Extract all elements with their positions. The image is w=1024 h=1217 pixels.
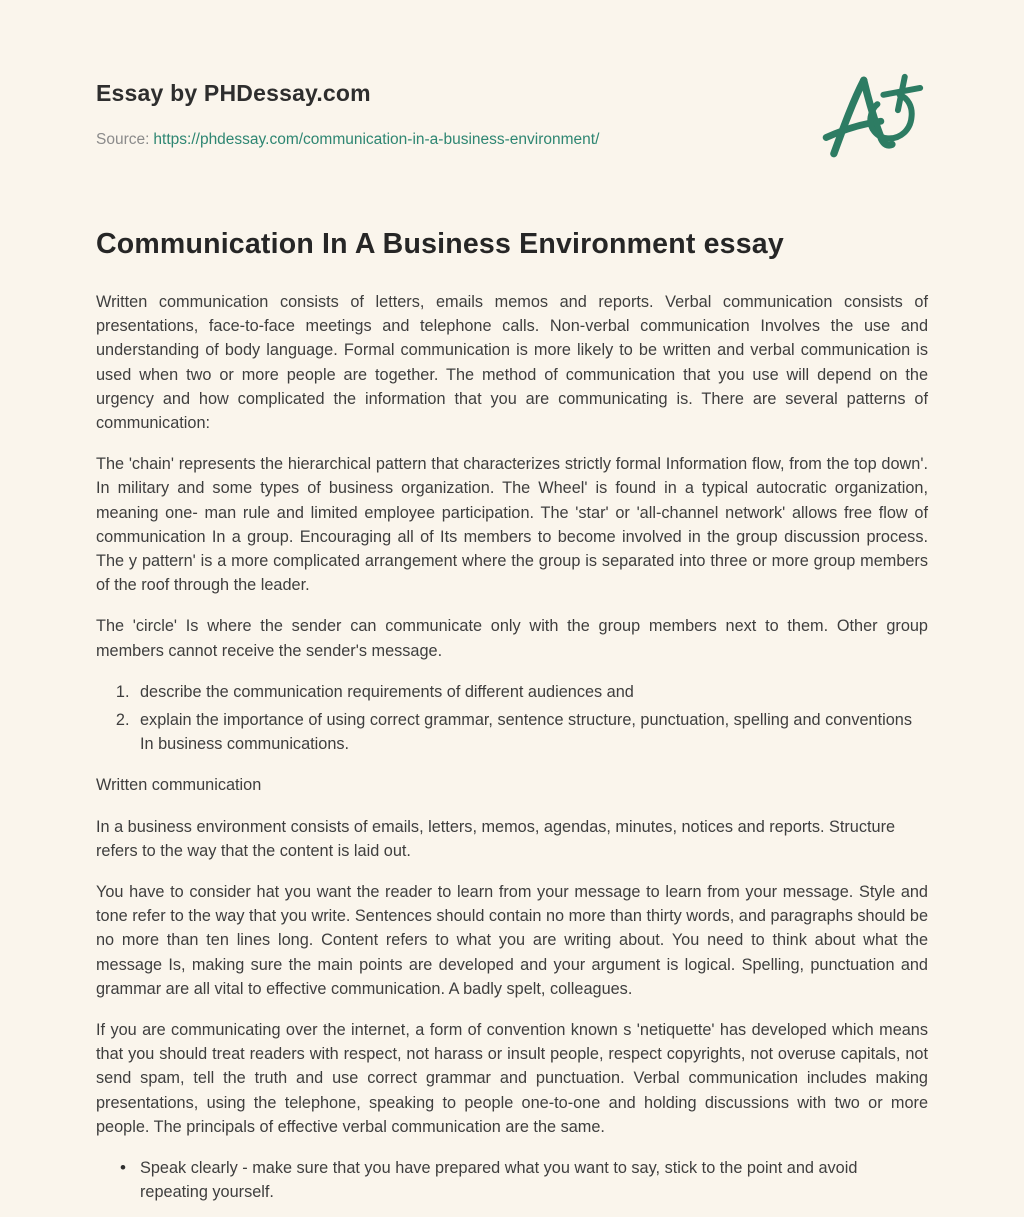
page-title: Communication In A Business Environment essay xyxy=(96,228,784,260)
paragraph-circle: The 'circle' Is where the sender can communicate only with the group members next to them. Other group members cannot receive the sender's message. xyxy=(96,617,928,660)
bullet-list xyxy=(96,1156,928,1204)
numbered-list xyxy=(96,680,928,757)
numbered-item: 2. explain the importance of using correct grammar, sentence structure, punctuation, spelling and conventions In business communications. xyxy=(134,708,928,756)
page-header xyxy=(96,76,928,164)
essay-body xyxy=(96,290,928,1205)
paragraph-chain-patterns: The 'chain' represents the hierarchical pattern that characterizes strictly formal Information flow, from the top down'. In military and some types of business organization. The Wheel' is found in a typical autocratic organization, meaning one- man rule and limited employee participation. The 'star' or 'all-channel network' allows free flow of communication In a group. Encouraging all of Its members to become involved in the group discussion process. The y pattern' is a more complicated arrangement where the group is separated into three or more group members of the roof through the leader. xyxy=(96,455,928,595)
paragraph-internet: If you are communicating over the internet, a form of convention known s 'netiquette' has developed which means that you should treat readers with respect, not harass or insult people, respect copyrights, not overuse capitals, not send spam, tell the truth and use correct grammar and punctuation. Verbal communication includes making presentations, using the telephone, speaking to people one-to-one and holding discussions with two or more people. The principals of effective verbal communication are the same. xyxy=(96,1021,928,1136)
paragraph-written: In a business environment consists of emails, letters, memos, agendas, minutes, notices and reports. Structure refers to the way that the content is laid out. xyxy=(96,817,896,860)
subheading-written-communication: Written communication xyxy=(96,776,262,795)
byline: Essay by PHDessay.com xyxy=(96,80,371,106)
paragraph-consider: You have to consider hat you want the reader to learn from your message to learn from your message. Style and tone refer to the way that you write. Sentences should contain no more than thirty words, and paragraphs should be no more than ten lines long. Content refers to what you are writing about. You need to think about what the message Is, making sure the main points are developed and your argument is logical. Spelling, punctuation and grammar are all vital to effective communication. A badly spelt, colleagues. xyxy=(96,883,928,998)
a-plus-logo-icon xyxy=(820,70,928,164)
header-text-block xyxy=(96,76,599,149)
bullet-item: • Speak clearly - make sure that you have prepared what you want to say, stick to the point and avoid repeating yourself. xyxy=(134,1156,928,1204)
source-link[interactable]: https://phdessay.com/communication-in-a-business-environment/ xyxy=(153,131,600,148)
source-line xyxy=(96,131,599,149)
numbered-item: 1. describe the communication requirements of different audiences and xyxy=(134,680,928,704)
paragraph-intro: Written communication consists of letters, emails memos and reports. Verbal communication consists of presentations, face-to-face meetings and telephone calls. Non-verbal communication Involves the use and understanding of body language. Formal communication is more likely to be written and verbal communication is used when two or more people are together. The method of communication that you use will depend on the urgency and how complicated the information that you are communicating is. There are several patterns of communication: xyxy=(96,293,928,433)
source-label: Source: xyxy=(96,131,150,148)
